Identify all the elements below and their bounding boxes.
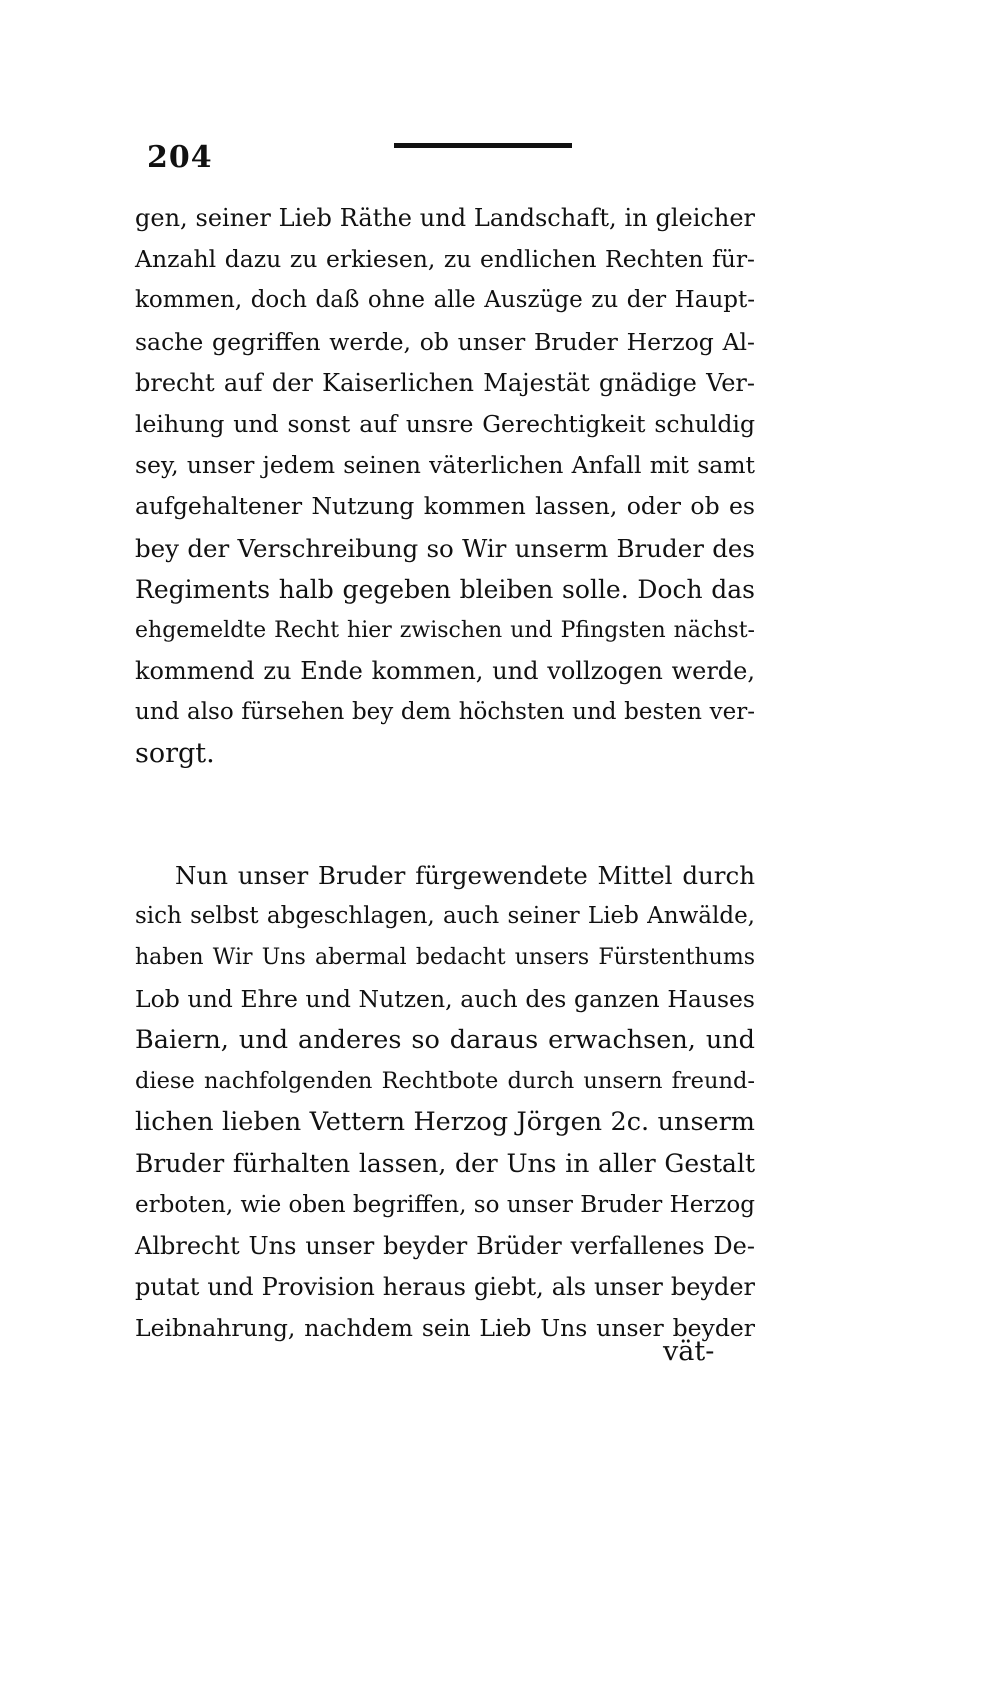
text-line: Regiments halb gegeben bleiben solle. Doch das — [135, 574, 755, 604]
catchword: vät- — [663, 1336, 715, 1367]
paragraph-2 — [135, 855, 755, 1349]
text-line: Leibnahrung, nachdem sein Lieb Uns unser beyder — [135, 1314, 755, 1343]
text-line: sich selbst abgeschlagen, auch seiner Lieb Anwälde, — [135, 903, 755, 930]
text-line: ehgemeldte Recht hier zwischen und Pfingsten nächst- — [135, 617, 755, 643]
text-line: diese nachfolgenden Rechtbote durch unsern freund- — [135, 1067, 755, 1094]
text-line: kommen, doch daß ohne alle Auszüge zu der Haupt- — [135, 287, 755, 314]
text-line: aufgehaltener Nutzung kommen lassen, oder ob es — [135, 492, 755, 521]
text-line: sey, unser jedem seinen väterlichen Anfall mit samt — [135, 451, 755, 480]
text-line: kommend zu Ende kommen, und vollzogen werde, — [135, 657, 755, 686]
header-rule — [394, 143, 572, 148]
text-line: sorgt. — [135, 738, 215, 770]
text-line: Albrecht Uns unser beyder Brüder verfallenes De- — [135, 1231, 755, 1260]
page-number: 204 — [147, 140, 213, 175]
text-line: erboten, wie oben begriffen, so unser Bruder Herzog — [135, 1191, 755, 1218]
text-line: Nun unser Bruder fürgewendete Mittel durch — [175, 861, 755, 890]
text-line: Lob und Ehre und Nutzen, auch des ganzen Hauses — [135, 984, 755, 1013]
text-line: brecht auf der Kaiserlichen Majestät gnädige Ver- — [135, 368, 755, 397]
text-line: leihung und sonst auf unsre Gerechtigkeit schuldig — [135, 409, 755, 438]
text-line: lichen lieben Vettern Herzog Jörgen 2c. unserm — [135, 1107, 755, 1138]
text-line: haben Wir Uns abermal bedacht unsers Fürstenthums — [135, 945, 755, 971]
text-line: bey der Verschreibung so Wir unserm Bruder des — [135, 533, 755, 563]
page-header — [147, 138, 572, 178]
text-line: Anzahl dazu zu erkiesen, zu endlichen Rechten für- — [135, 245, 755, 274]
text-line: Baiern, und anderes so daraus erwachsen, und — [135, 1024, 755, 1055]
text-line: putat und Provision heraus giebt, als unser beyder — [135, 1272, 755, 1301]
text-line: gen, seiner Lieb Räthe und Landschaft, in gleicher — [135, 204, 755, 232]
text-line: und also fürsehen bey dem höchsten und besten ver- — [135, 699, 755, 726]
text-line: sache gegriffen werde, ob unser Bruder Herzog Al- — [135, 327, 755, 356]
paragraph-1 — [135, 198, 755, 775]
text-line: Bruder fürhalten lassen, der Uns in aller Gestalt — [135, 1149, 755, 1179]
